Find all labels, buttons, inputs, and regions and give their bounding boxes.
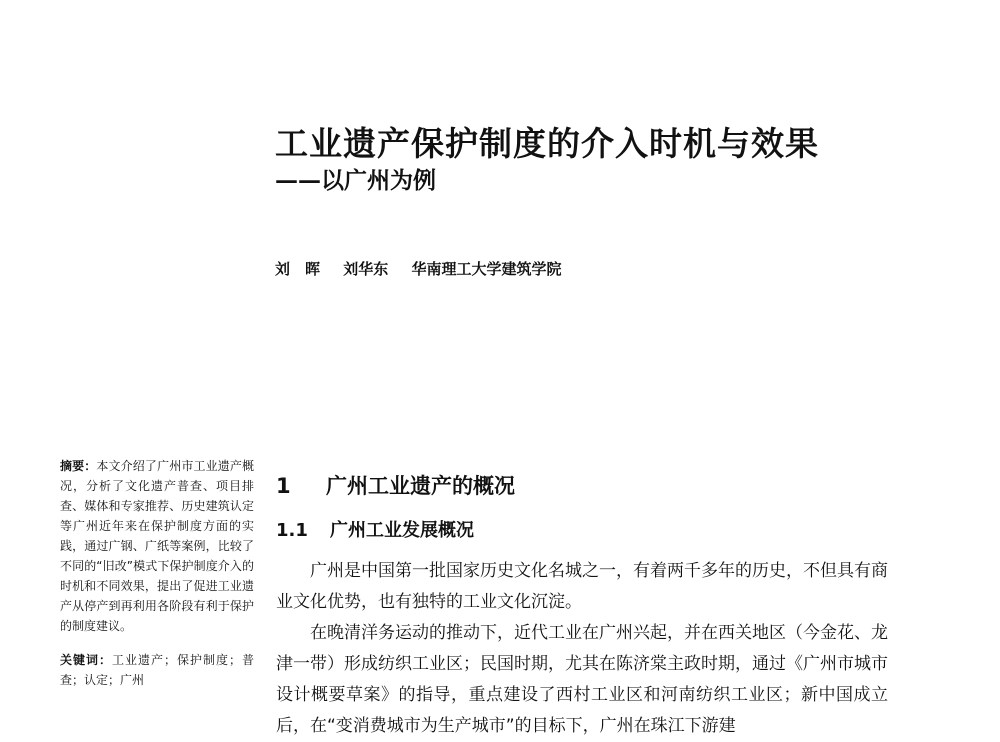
- author-line: [275, 258, 580, 279]
- keywords-text: 工业遗产；保护制度；普查；认定；广州: [60, 653, 254, 687]
- keywords-label: 关键词：: [60, 653, 112, 667]
- section-heading: [276, 470, 515, 500]
- keywords: [60, 650, 254, 690]
- subsection-heading: [276, 516, 474, 542]
- abstract-column: [60, 456, 254, 690]
- section-title: 广州工业遗产的概况: [326, 474, 515, 498]
- affiliation: 华南理工大学建筑学院: [411, 260, 562, 278]
- abstract: [60, 456, 254, 636]
- author-1: 刘 晖: [275, 260, 321, 278]
- subsection-title: 广州工业发展概况: [330, 520, 474, 541]
- abstract-label: 摘要：: [60, 459, 97, 473]
- paragraph: 广州是中国第一批国家历史文化名城之一，有着两千多年的历史，不但具有商业文化优势，也有独特的工业文化沉淀。: [276, 561, 888, 612]
- paper-subtitle: ——以广州为例: [275, 167, 436, 194]
- abstract-text: 本文介绍了广州市工业遗产概况，分析了文化遗产普查、项目排查、媒体和专家推荐、历史建筑认定等广州近年来在保护制度方面的实践，通过广钢、广纸等案例，比较了不同的“旧改”模式下保护制度介入的时机和不同效果，提出了促进工业遗产从停产到再利用各阶段有利于保护的制度建议。: [60, 459, 254, 633]
- author-2: 刘华东: [343, 260, 389, 278]
- subsection-number: 1.1: [276, 520, 308, 541]
- section-number: 1: [276, 474, 291, 498]
- paragraph: 在晚清洋务运动的推动下，近代工业在广州兴起，并在西关地区（今金花、龙津一带）形成纺织工业区；民国时期，尤其在陈济棠主政时期，通过《广州市城市设计概要草案》的指导，重点建设了西村工业区和河南纺织工业区；新中国成立后，在“变消费城市为生产城市”的目标下，广州在珠江下游建: [276, 623, 888, 736]
- paper-title: 工业遗产保护制度的介入时机与效果: [275, 124, 819, 163]
- body-text: [276, 556, 888, 742]
